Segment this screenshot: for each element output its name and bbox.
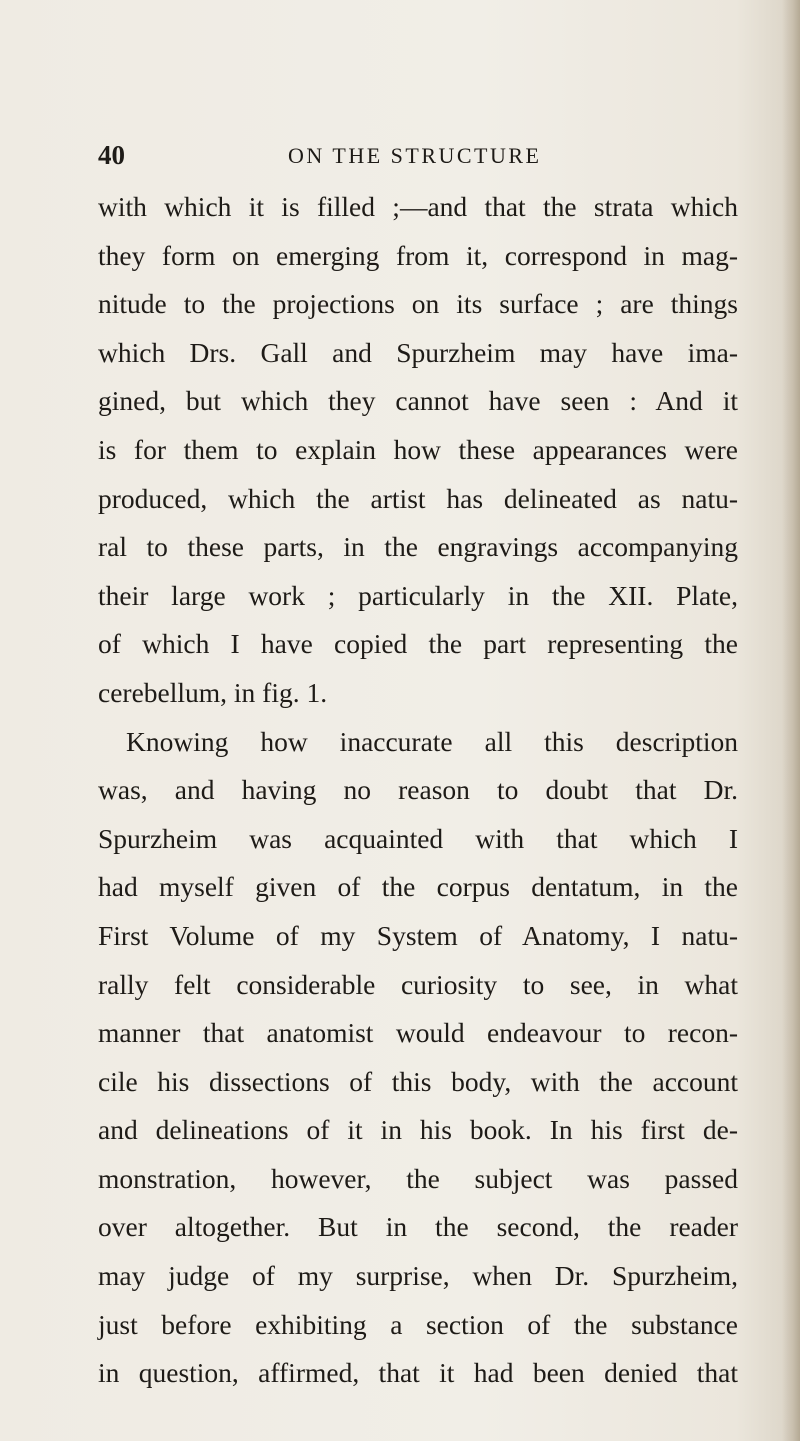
- text-line: ral to these parts, in the engravings accompanying: [98, 531, 738, 563]
- text-line: is for them to explain how these appearances were: [98, 433, 738, 465]
- page-number: 40: [98, 140, 125, 170]
- text-line: with which it is filled ;—and that the strata which: [98, 191, 738, 222]
- text-line: and delineations of it in his book. In his first de-: [98, 1114, 738, 1146]
- text-line: First Volume of my System of Anatomy, I natu-: [98, 919, 738, 951]
- text-line: manner that anatomist would endeavour to recon-: [98, 1017, 738, 1049]
- text-line: produced, which the artist has delineated as natu-: [98, 482, 738, 514]
- body-text: [98, 183, 738, 1398]
- text-line: monstration, however, the subject was passed: [98, 1162, 738, 1194]
- text-line: gined, but which they cannot have seen : And it: [98, 385, 738, 417]
- text-line: had myself given of the corpus dentatum, in the: [98, 871, 738, 903]
- text-line: in question, affirmed, that it had been denied that: [98, 1357, 738, 1389]
- text-line: over altogether. But in the second, the reader: [98, 1211, 738, 1243]
- text-line: was, and having no reason to doubt that Dr.: [98, 774, 738, 806]
- text-line: of which I have copied the part representing the: [98, 628, 738, 660]
- text-line: nitude to the projections on its surface ; are things: [98, 288, 738, 320]
- paragraph-end-line: cerebellum, in fig. 1.: [98, 676, 328, 708]
- text-line: cile his dissections of this body, with the account: [98, 1065, 738, 1097]
- text-line: their large work ; particularly in the XII. Plate,: [98, 579, 738, 611]
- text-line: rally felt considerable curiosity to see, in what: [98, 968, 738, 1000]
- text-line: they form on emerging from it, correspond in mag-: [98, 239, 738, 271]
- text-line: just before exhibiting a section of the substance: [98, 1308, 738, 1340]
- text-line: may judge of my surprise, when Dr. Spurzheim,: [98, 1260, 738, 1292]
- page-header: [98, 140, 738, 180]
- text-line: which Drs. Gall and Spurzheim may have ima-: [98, 336, 738, 368]
- page-edge-shadow: [782, 0, 800, 1441]
- running-head: ON THE STRUCTURE: [288, 143, 542, 168]
- text-line: Spurzheim was acquainted with that which I: [98, 822, 738, 854]
- paragraph-start-line: Knowing how inaccurate all this description: [126, 725, 738, 757]
